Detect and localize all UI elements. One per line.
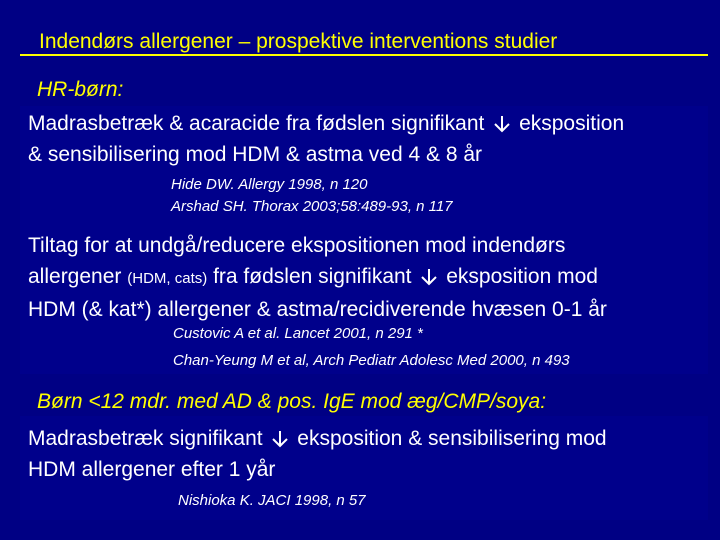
section1-p1-text-b: eksposition (519, 112, 625, 135)
section2-heading: Børn <12 mdr. med AD & pos. IgE mod æg/CMP/soya: (37, 390, 547, 413)
section1-p2-line1: Tiltag for at undgå/reducere ekspositionen mod indendørs (28, 234, 566, 257)
reference-hide: Hide DW. Allergy 1998, n 120 (171, 176, 368, 193)
section1-p2-line2-a: allergener (28, 265, 122, 288)
down-arrow-icon (419, 268, 439, 286)
reference-custovic: Custovic A et al. Lancet 2001, n 291 * (173, 325, 423, 342)
reference-chan-yeung: Chan-Yeung M et al, Arch Pediatr Adolesc Med 2000, n 493 (173, 352, 570, 369)
section1-p2-line2-c: eksposition mod (446, 265, 598, 288)
section1-p2-line2-small: (HDM, cats) (127, 270, 208, 287)
section2-paragraph (28, 423, 607, 485)
section2-p-text-a: Madrasbetræk signifikant (28, 427, 263, 450)
section1-p1-text-a: Madrasbetræk & acaracide fra fødslen signifikant (28, 112, 485, 135)
slide-title: Indendørs allergener – prospektive interventions studier (39, 30, 558, 53)
section1-content-box (20, 106, 708, 374)
section2-p-text-b: eksposition & sensibilisering mod (297, 427, 607, 450)
section2-p-line2: HDM allergener efter 1 yår (28, 458, 276, 481)
section1-paragraph1 (28, 108, 624, 170)
reference-arshad: Arshad SH. Thorax 2003;58:489-93, n 117 (171, 198, 453, 215)
section1-p1-line2: & sensibilisering mod HDM & astma ved 4 & 8 år (28, 143, 483, 166)
reference-nishioka: Nishioka K. JACI 1998, n 57 (178, 492, 366, 509)
down-arrow-icon (492, 115, 512, 133)
section1-heading: HR-børn: (37, 78, 124, 101)
title-underline (20, 54, 708, 56)
section1-p2-line2-b: fra fødslen signifikant (213, 265, 412, 288)
section1-paragraph2 (28, 230, 607, 325)
section2-content-box (20, 416, 708, 520)
section1-p2-line3: HDM (& kat*) allergener & astma/recidiverende hvæsen 0-1 år (28, 298, 607, 321)
down-arrow-icon (270, 430, 290, 448)
